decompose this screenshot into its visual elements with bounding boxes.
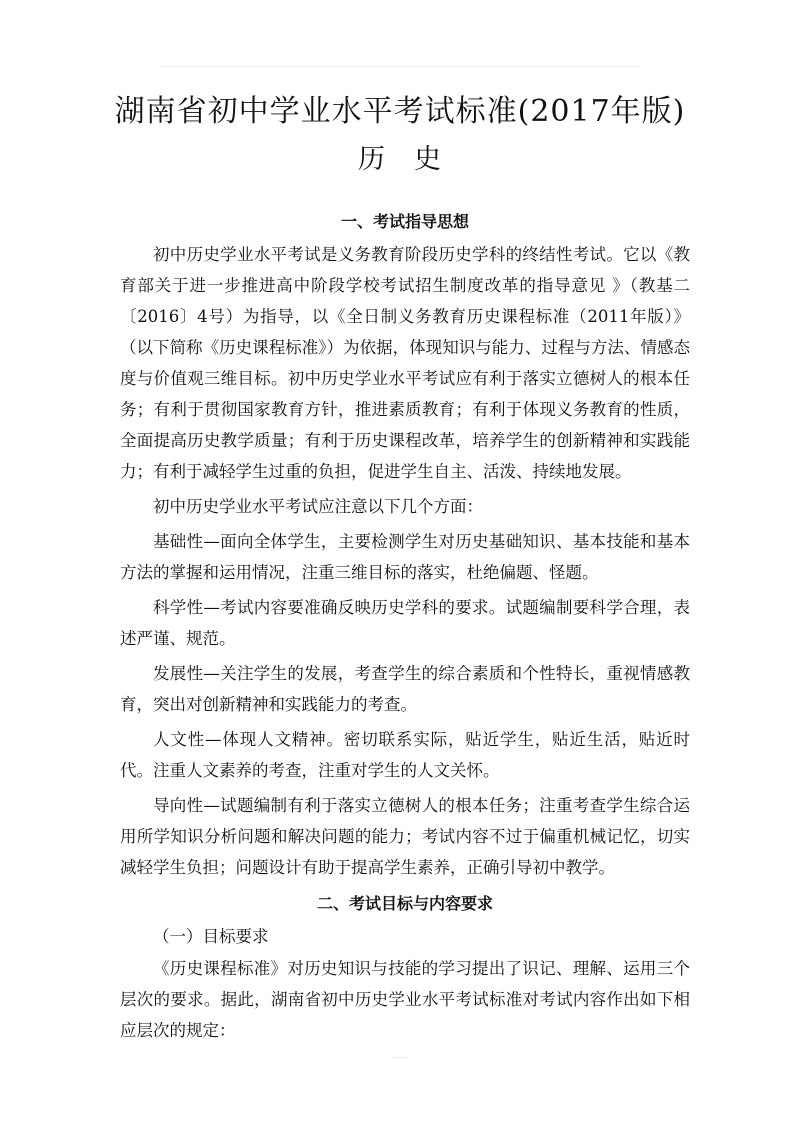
paragraph-scientific: 科学性—考试内容要准确反映历史学科的要求。试题编制要科学合理，表述严谨、规范。	[120, 598, 690, 648]
paragraph: 初中历史学业水平考试应注意以下几个方面：	[153, 497, 483, 516]
document-subtitle: 历 史	[358, 144, 442, 175]
paragraph-developmental: 发展性—关注学生的发展，考查学生的综合素质和个性特长，重视情感教育，突出对创新精神和实践能力的考查。	[120, 664, 690, 714]
header-rule	[160, 66, 640, 67]
paragraph-basic: 基础性—面向全体学生，主要检测学生对历史基础知识、基本技能和基本方法的掌握和运用情况，注重三维目标的落实，杜绝偏题、怪题。	[120, 532, 690, 582]
paragraph-guidance: 导向性—试题编制有利于落实立德树人的根本任务；注重考查学生综合运用所学知识分析问题和解决问题的能力；考试内容不过于偏重机械记忆，切实减轻学生负担；问题设计有助于提高学生素养，正确引导初中教学。	[120, 796, 690, 877]
document-body	[120, 201, 690, 1050]
footer-mark	[392, 1057, 408, 1058]
paragraph-humanistic: 人文性—体现人文精神。密切联系实际，贴近学生，贴近生活，贴近时代。注重人文素养的考查，注重对学生的人文关怀。	[120, 730, 690, 780]
section-heading-objectives: 二、考试目标与内容要求	[316, 894, 493, 913]
paragraph: 《历史课程标准》对历史知识与技能的学习提出了识记、理解、运用三个层次的要求。据此，湖南省初中历史学业水平考试标准对考试内容作出如下相应层次的规定：	[120, 959, 690, 1040]
subheading-target-requirements: （一）目标要求	[153, 927, 269, 946]
document-title: 湖南省初中学业水平考试标准(2017年版)	[114, 94, 686, 129]
paragraph: 初中历史学业水平考试是义务教育阶段历史学科的终结性考试。它以《教育部关于进一步推进高中阶段学校考试招生制度改革的指导意见 》（教基二〔2016〕4号）为指导，以《全日制义务教育历史课程标准（2011年版）》（以下简称《历史课程标准》）为依据，体现知识与能力、过程与方法、情感态度与价值观三维目标。初中历史学业水平考试应有利于落实立德树人的根本任务；有利于贯彻国家教育方针，推进素质教育；有利于体现义务教育的性质，全面提高历史教学质量；有利于历史课程改革，培养学生的创新精神和实践能力；有利于减轻学生过重的负担，促进学生自主、活泼、持续地发展。	[120, 245, 690, 481]
section-heading-guiding-ideology: 一、考试指导思想	[340, 212, 469, 231]
